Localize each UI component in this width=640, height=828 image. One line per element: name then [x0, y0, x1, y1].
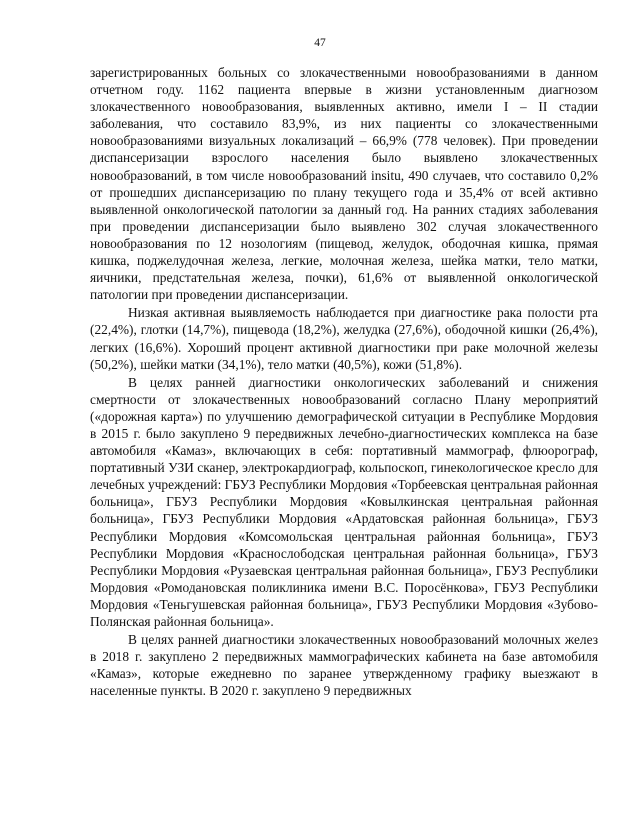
paragraph-mammography: В целях ранней диагностики злокачественных новообразований молочных желез в 2018 г. закуплено 2 передвижных маммографических кабинета на базе автомобиля «Камаз», которые ежедневно по заранее утвержденному графику выезжают в населенные пункты. В 2020 г. закуплено 9 передвижных — [90, 632, 598, 699]
paragraph-low-detection: Низкая активная выявляемость наблюдается при диагностике рака полости рта (22,4%), глотки (14,7%), пищевода (18,2%), желудка (27,6%), ободочной кишки (26,4%), легких (16,6%). Хороший процент активной диагностики при раке молочной железы (50,2%), шейки матки (34,1%), тело матки (40,5%), кожи (51,8%). — [90, 305, 598, 372]
paragraph-mobile-complexes: В целях ранней диагностики онкологических заболеваний и снижения смертности от злокачественных новообразований согласно Плану мероприятий («дорожная карта») по улучшению демографической ситуации в Республике Мордовия в 2015 г. было закуплено 9 передвижных лечебно-диагностических комплекса на базе автомобиля «Камаз», включающих в себя: портативный маммограф, флюорограф, портативный УЗИ сканер, электрокардиограф, кольпоскоп, гинекологическое кресло для лечебных учреждений: ГБУЗ Республики Мордовия «Торбеевская центральная районная больница», ГБУЗ Республики Мордовия «Ковылкинская центральная районная больница», ГБУЗ Республики Мордовия «Ардатовская районная больница», ГБУЗ Республики Мордовия «Комсомольская центральная районная больница», ГБУЗ Республики Мордовия «Краснослободская центральная районная больница», ГБУЗ Республики Мордовия «Рузаевская центральная районная больница», ГБУЗ Республики Мордовия «Ромодановская поликлиника имени В.С. Поросёнкова», ГБУЗ Республики Мордовия «Теньгушевская районная больница», ГБУЗ Республики Мордовия «Зубово-Полянская районная больница». — [90, 374, 598, 629]
paragraph-continuation: зарегистрированных больных со злокачественными новообразованиями в данном отчетном году. 1162 пациента впервые в жизни установленным диагнозом злокачественного новообразования, выявленных активно, имели I – II стадии заболевания, что составило 83,9%, из них пациенты со злокачественными новообразованиями визуальных локализаций – 66,9% (778 человек). При проведении диспансеризации взрослого населения было выявлено злокачественных новообразований, в том числе новообразований insitu, 490 случаев, что составило 0,2% от прошедших диспансеризацию по плану текущего года и 35,4% от всей активно выявленной онкологической патологии за данный год. На ранних стадиях заболевания при проведении диспансеризации было выявлено 302 случая злокачественного новообразования по 12 нозологиям (пищевод, желудок, ободочная кишка, прямая кишка, поджелудочная железа, легкие, молочная железа, шейка матки, тело матки, яичники, предстательная железа, почки), 61,6% от выявленной онкологической патологии при проведении диспансеризации. — [90, 65, 598, 303]
document-body — [90, 64, 598, 699]
page-number: 47 — [314, 37, 326, 49]
